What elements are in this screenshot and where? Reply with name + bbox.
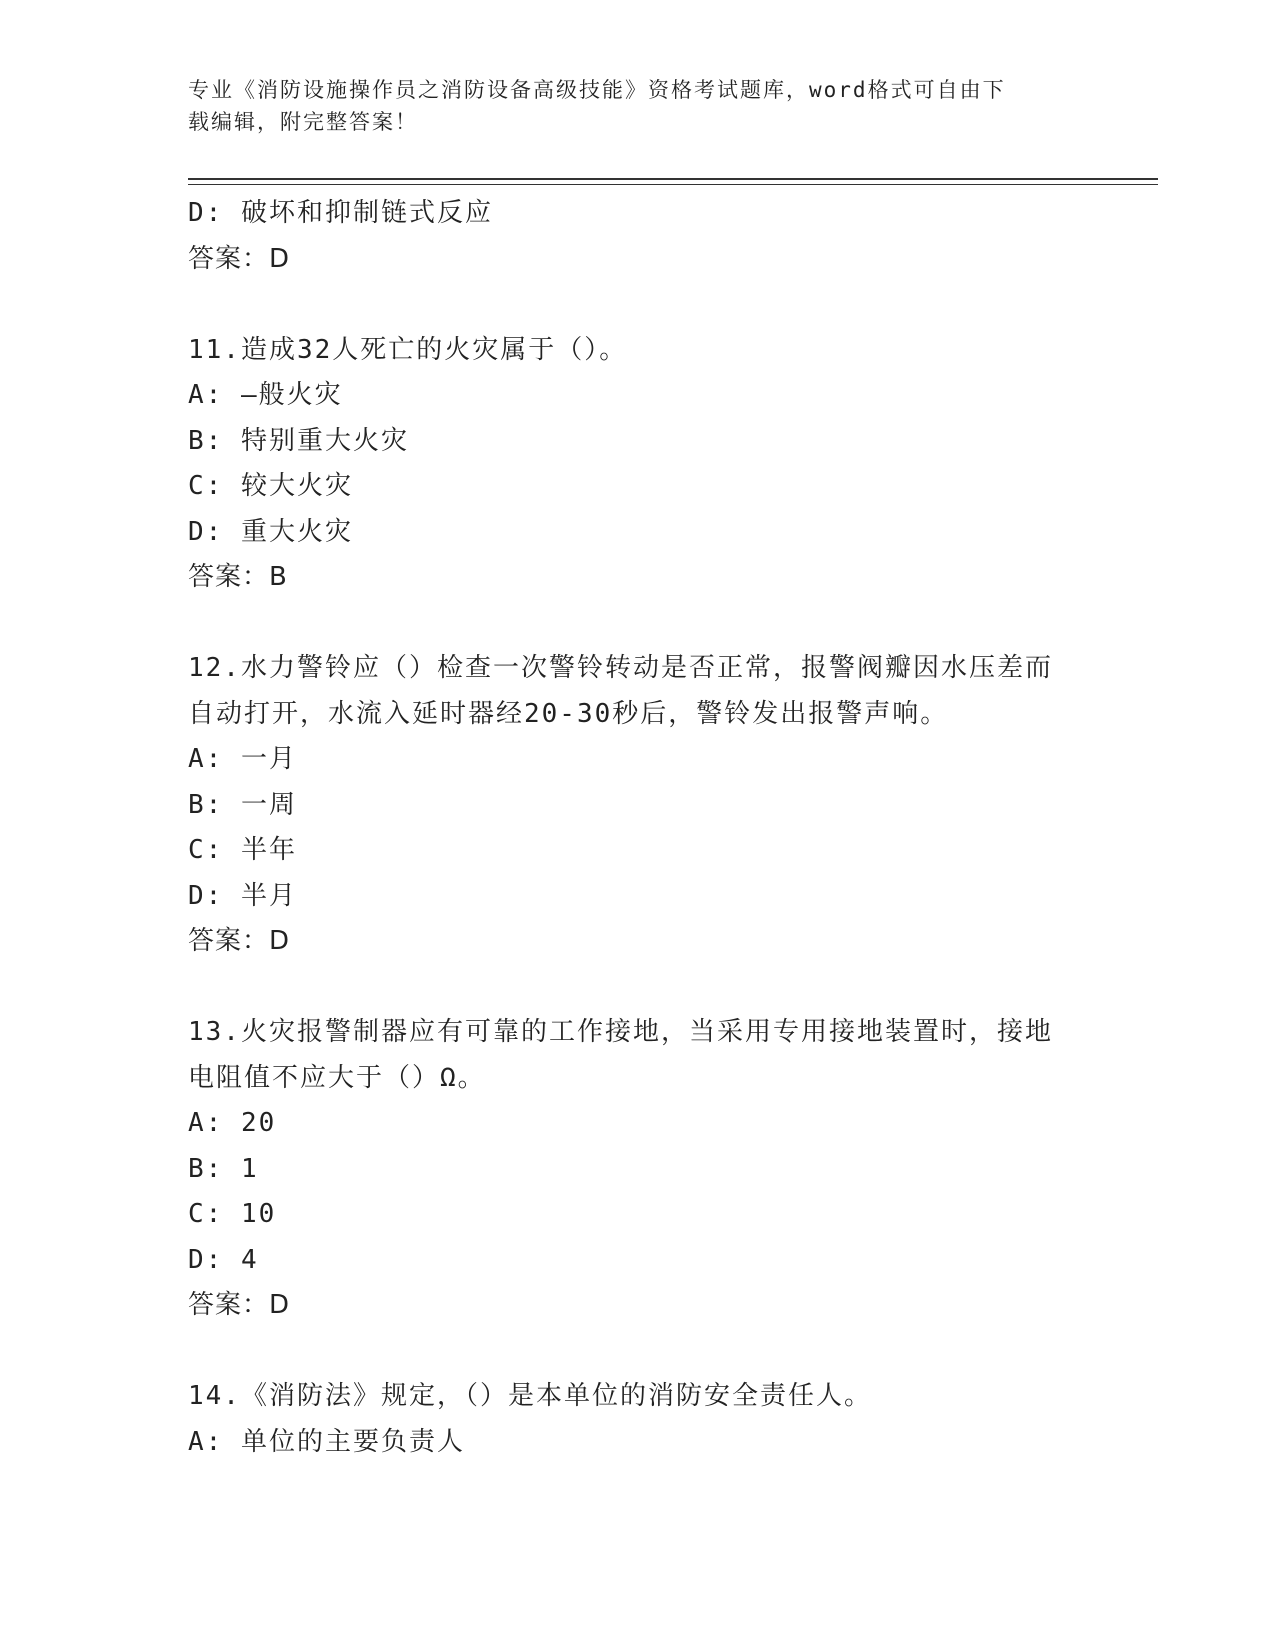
- question-stem: 11.造成32人死亡的火灾属于（）。: [188, 334, 628, 365]
- header-rule-thick: [188, 178, 1158, 180]
- option-c: C: 半年: [188, 835, 297, 865]
- document-header: [188, 74, 1088, 138]
- question-stem-line-1: 12.水力警铃应（）检查一次警铃转动是否正常，报警阀瓣因水压差而: [188, 653, 1053, 683]
- option-d: D: 半月: [188, 880, 297, 911]
- option-b: B: 一周: [188, 789, 297, 820]
- answer: 答案：B: [188, 562, 288, 592]
- answer: 答案：D: [188, 926, 291, 956]
- spacer: [188, 601, 1088, 647]
- option-b: B: 特别重大火灾: [188, 425, 409, 456]
- option-a: A: 一月: [188, 744, 297, 774]
- question-list: [188, 191, 1088, 1465]
- option-b: B: 1: [188, 1153, 259, 1184]
- option-a: A: 20: [188, 1108, 277, 1138]
- header-line-2: 载编辑，附完整答案！: [188, 110, 418, 134]
- question-12: [188, 646, 1088, 965]
- spacer: [188, 1329, 1088, 1375]
- spacer: [188, 965, 1088, 1011]
- prev-answer: 答案：D: [188, 243, 291, 274]
- question-stem-line-2: 电阻值不应大于（）Ω。: [188, 1062, 486, 1093]
- option-c: C: 较大火灾: [188, 471, 353, 501]
- option-d: D: 4: [188, 1244, 259, 1275]
- question-stem-line-1: 13.火灾报警制器应有可靠的工作接地，当采用专用接地装置时，接地: [188, 1017, 1053, 1047]
- question-stem-line-2: 自动打开，水流入延时器经20-30秒后，警铃发出报警声响。: [188, 698, 949, 729]
- spacer: [188, 282, 1088, 328]
- option-a: A: 单位的主要负责人: [188, 1426, 465, 1457]
- option-a: A: —般火灾: [188, 380, 343, 410]
- question-13: [188, 1010, 1088, 1329]
- header-rule-thin: [188, 184, 1158, 185]
- option-d: D: 重大火灾: [188, 516, 353, 547]
- header-line-1: 专业《消防设施操作员之消防设备高级技能》资格考试题库，word格式可自由下: [188, 78, 1006, 102]
- question-stem: 14.《消防法》规定，（）是本单位的消防安全责任人。: [188, 1381, 872, 1411]
- answer: 答案：D: [188, 1290, 291, 1320]
- question-11: [188, 328, 1088, 601]
- prev-option-d: D: 破坏和抑制链式反应: [188, 198, 493, 228]
- option-c: C: 10: [188, 1199, 277, 1229]
- question-14: [188, 1374, 1088, 1465]
